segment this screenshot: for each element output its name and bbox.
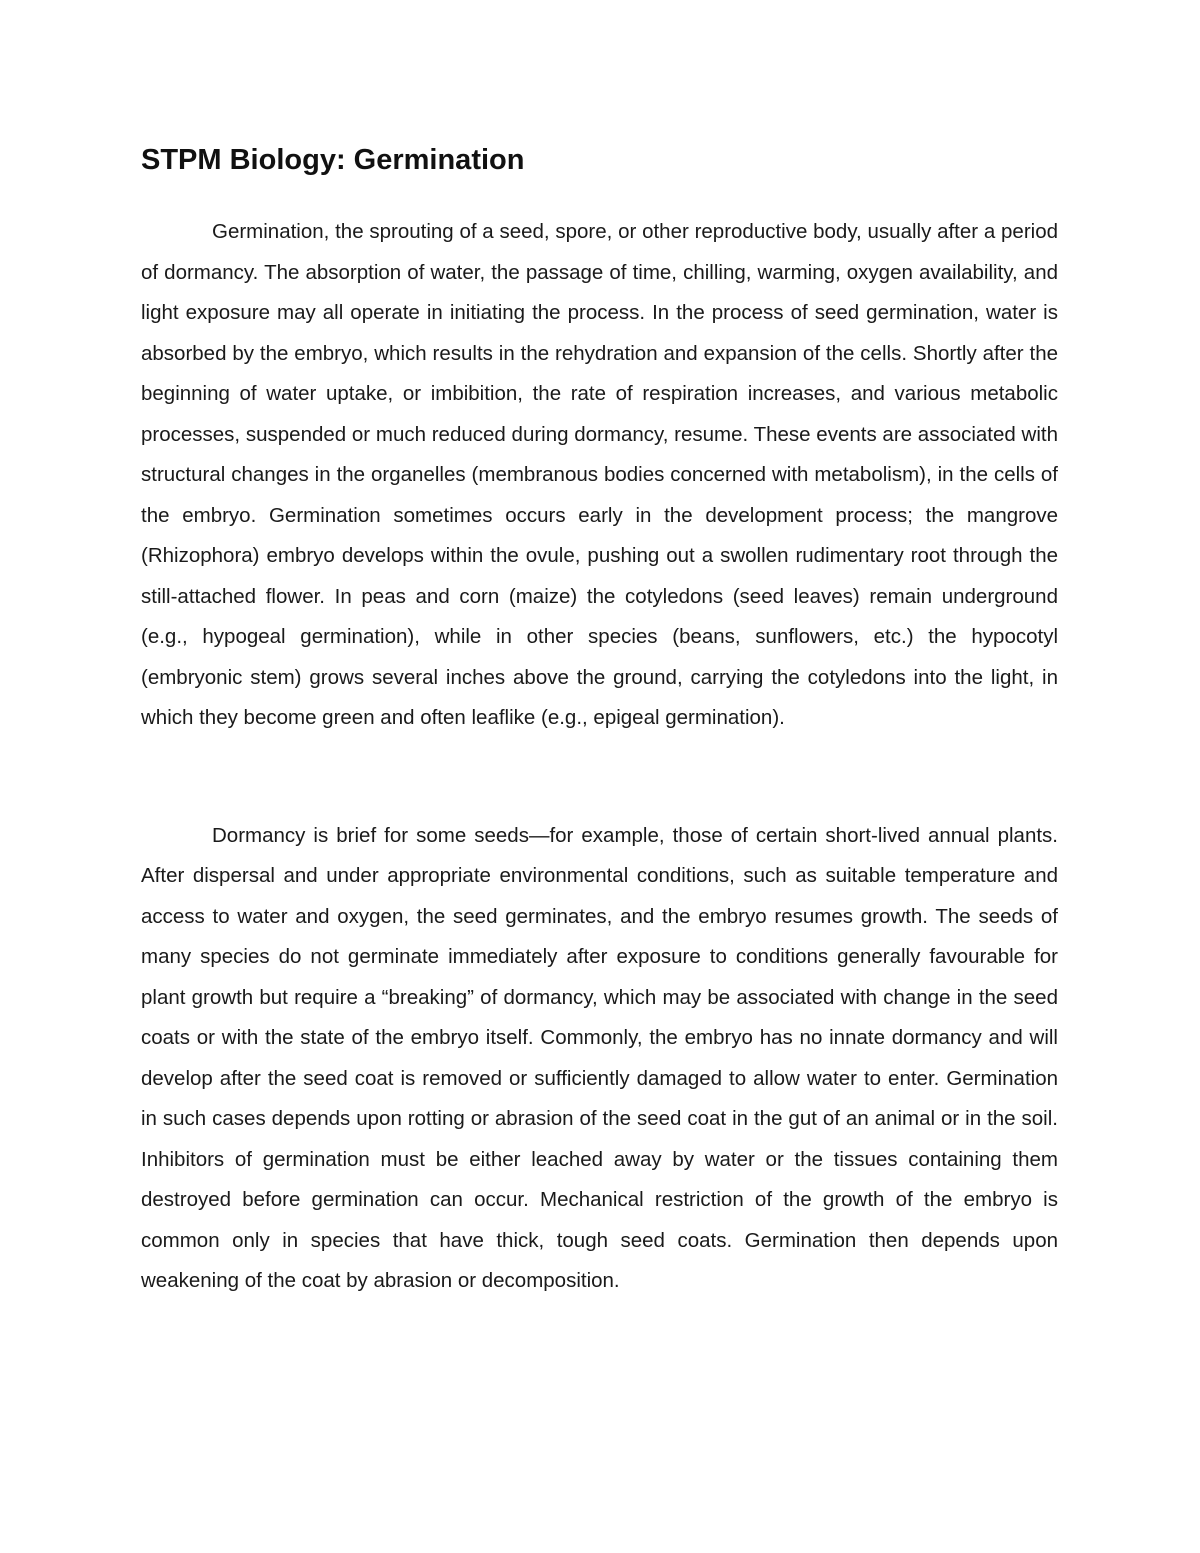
paragraph-germination: Germination, the sprouting of a seed, spore, or other reproductive body, usually after a period of dormancy. The absorption of water, the passage of time, chilling, warming, oxygen availability, and light exposure may all operate in initiating the process. In the process of seed germination, water is absorbed by the embryo, which results in the rehydration and expansion of the cells. Shortly after the beginning of water uptake, or imbibition, the rate of respiration increases, and various metabolic processes, suspended or much reduced during dormancy, resume. These events are associated with structural changes in the organelles (membranous bodies concerned with metabolism), in the cells of the embryo. Germination sometimes occurs early in the development process; the mangrove (Rhizophora) embryo develops within the ovule, pushing out a swollen rudimentary root through the still-attached flower. In peas and corn (maize) the cotyledons (seed leaves) remain underground (e.g., hypogeal germination), while in other species (beans, sunflowers, etc.) the hypocotyl (embryonic stem) grows several inches above the ground, carrying the cotyledons into the light, in which they become green and often leaflike (e.g., epigeal germination). (141, 220, 1058, 729)
document-title: STPM Biology: Germination (141, 144, 525, 176)
document-page (141, 138, 1058, 1302)
paragraph-dormancy: Dormancy is brief for some seeds—for example, those of certain short-lived annual plants. After dispersal and under appropriate environmental conditions, such as suitable temperature and access to water and oxygen, the seed germinates, and the embryo resumes growth. The seeds of many species do not germinate immediately after exposure to conditions generally favourable for plant growth but require a “breaking” of dormancy, which may be associated with change in the seed coats or with the state of the embryo itself. Commonly, the embryo has no innate dormancy and will develop after the seed coat is removed or sufficiently damaged to allow water to enter. Germination in such cases depends upon rotting or abrasion of the seed coat in the gut of an animal or in the soil. Inhibitors of germination must be either leached away by water or the tissues containing them destroyed before germination can occur. Mechanical restriction of the growth of the embryo is common only in species that have thick, tough seed coats. Germination then depends upon weakening of the coat by abrasion or decomposition. (141, 823, 1058, 1292)
